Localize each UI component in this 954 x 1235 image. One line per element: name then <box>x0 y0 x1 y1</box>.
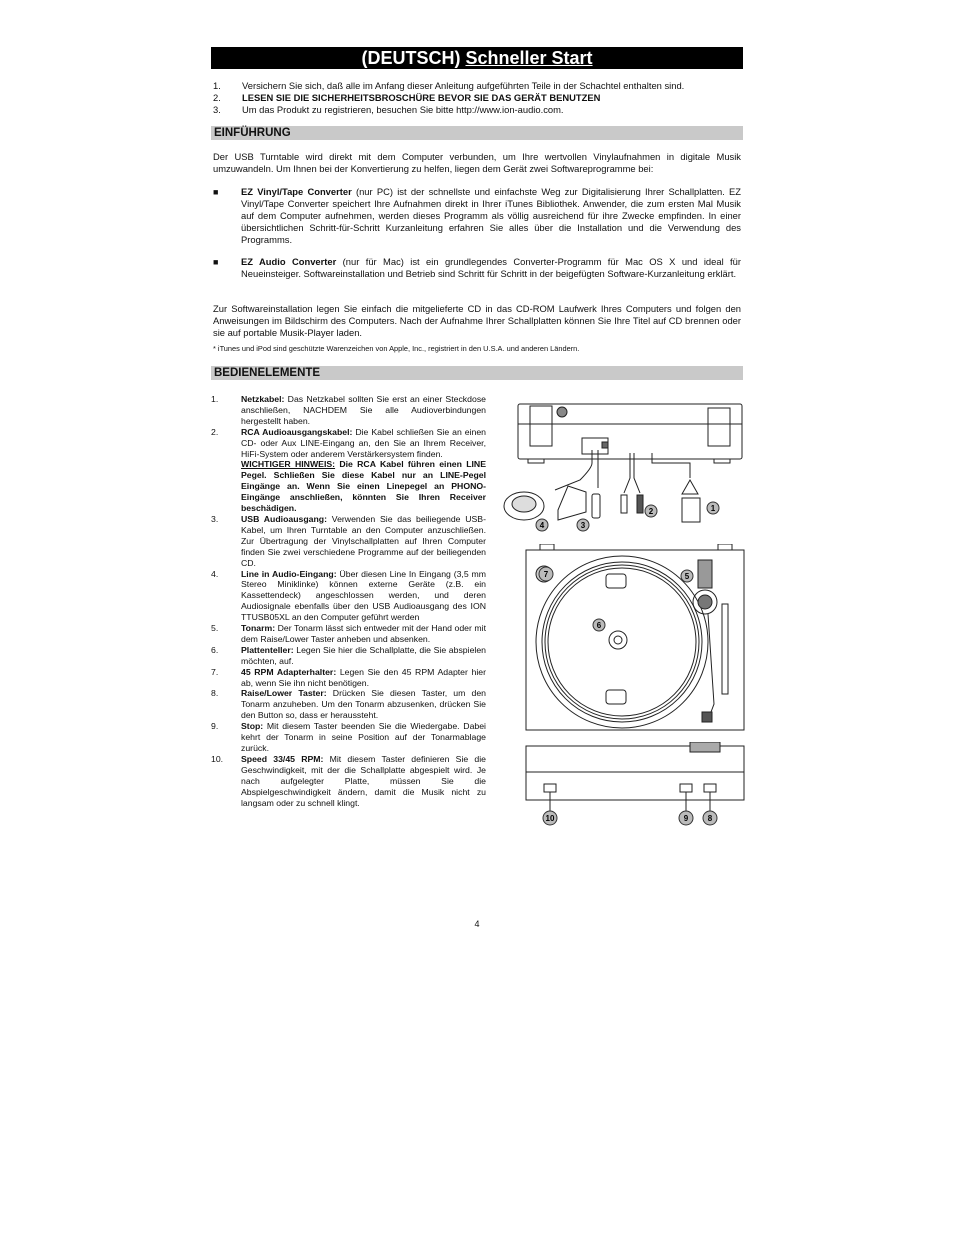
bullet-ez-vinyl-tape-converter <box>241 186 741 246</box>
power-outlet-icon <box>682 498 700 522</box>
callouts-front <box>543 811 717 825</box>
install-paragraph: Zur Softwareinstallation legen Sie einfach die mitgelieferte CD in das CD-ROM Laufwerk Ihres Computers und folgen den Anweisungen im Bildschirm des Computers. Nach der Aufnahme Ihrer Schallplatten können Sie Ihre Titel auf CD brennen oder sie auf portable Musik-Player laden. <box>213 303 741 338</box>
callout-3: 3 <box>580 521 586 530</box>
callout-4: 4 <box>539 521 545 530</box>
control-item-1: 1. Netzkabel: Das Netzkabel sollten Sie erst an einer Steckdose anschließen, NACHDEM Sie alle Audioverbindungen hergestellt haben. <box>211 394 486 426</box>
intro-item-2: 2. LESEN SIE DIE SICHERHEITSBROSCHÜRE BEVOR SIE DAS GERÄT BENUTZEN <box>213 92 601 103</box>
raise-lower-button <box>704 784 716 792</box>
page-title <box>211 47 743 69</box>
bullet-1-title: EZ Vinyl/Tape Converter <box>241 186 352 197</box>
control-item-4: 4. Line in Audio-Eingang: Über diesen Line In Eingang (3,5 mm Stereo Miniklinke) können externe Geräte (z.B. ein Kassettendeck) angeschlossen werden, und deren Audiosignale ebenfalls über den USB Audioausgang des ION TTUSB05XL an den Computer geführt werden <box>211 568 486 623</box>
control-item-7: 7. 45 RPM Adapterhalter: Legen Sie den 45 RPM Adapter hier ab, wenn Sie ihn nicht benötigen. <box>211 666 486 688</box>
rca-plug-white <box>621 495 627 513</box>
section-heading-einfuehrung: EINFÜHRUNG <box>211 126 743 140</box>
stop-button <box>680 784 692 792</box>
turntable-front-panel <box>526 772 744 800</box>
rear-right-hinge <box>708 408 730 446</box>
speed-button <box>544 784 556 792</box>
callout-7: 7 <box>543 570 549 579</box>
controls-list <box>211 394 486 808</box>
callout-6: 6 <box>596 621 602 630</box>
section-heading-bedienelemente: BEDIENELEMENTE <box>211 366 743 380</box>
laptop-icon <box>558 486 586 520</box>
title-heading: Schneller Start <box>465 48 593 68</box>
control-item-8: 8. Raise/Lower Taster: Drücken Sie diesen Taster, um den Tonarm anzuheben. Um den Tonarm abzusenken, drücken Sie den Button so, dass er heraussteht. <box>211 688 487 721</box>
bullet-square-icon: ■ <box>213 187 219 197</box>
bullet-square-icon: ■ <box>213 257 219 267</box>
callout-5: 5 <box>684 572 690 581</box>
control-item-2: 2. RCA Audioausgangskabel: Die Kabel schließen Sie an einen CD- oder Aux LINE-Eingang an, den Sie an Ihrem Receiver, HiFi-System oder anderem Verstärkersystem finden. WICHTIGER HINWEIS: Die RCA Kabel führen einen LINE Pegel. Schließen Sie diese Kabel nur an LINE-Pegel Eingänge an. Wenn Sie einen Linepegel an PHONO-Eingänge anschließen, könnten Sie Ihren Receiver beschädigen. <box>211 426 487 514</box>
callout-8: 8 <box>707 814 713 823</box>
intro-list <box>213 80 743 120</box>
bullet-1-text: (nur PC) ist der schnellste und einfachste Weg zur Digitalisierung Ihrer Schallplatten. EZ Vinyl/Tape Converter speichert Ihre Aufnahmen direkt in Ihrer iTunes Bibliothek. Anwender, die zum ersten Mal Musik auf dem Computer aufnehmen, werden dieses Programm als völlig ausreichend für ihre Zwecke empfinden. In einer übersichtlichen Schritt-für-Schritt Kurzanleitung erfahren Sie alles über die Installation und die Verwendung des Programms. <box>241 186 741 245</box>
page-number: 4 <box>474 919 480 929</box>
bullet-ez-audio-converter <box>241 256 741 280</box>
headshell <box>702 712 712 722</box>
control-item-9: 9. Stop: Mit diesem Taster beenden Sie die Wiedergabe. Dabei kehrt der Tonarm in seine Position auf der Tonarmablage zurück. <box>211 721 486 753</box>
tonearm-rest <box>722 604 728 694</box>
rca-plug-red <box>637 495 643 513</box>
usb-stick-icon <box>592 494 600 518</box>
usb-cable <box>555 450 592 490</box>
callout-9: 9 <box>683 814 689 823</box>
control-item-5: 5. Tonarm: Der Tonarm lässt sich entweder mit der Hand oder mit dem Raise/Lower Taster anheben und absenken. <box>211 623 486 644</box>
tonearm <box>708 614 714 720</box>
callout-10: 10 <box>545 814 555 823</box>
title-language: (DEUTSCH) <box>361 48 461 68</box>
control-item-3: 3. USB Audioausgang: Verwenden Sie das beiliegende USB-Kabel, um Ihren Turntable an den Computer anzuschließen. Zur Übertragung der Vinylschallplatten auf Ihren Computer finden Sie zwei verschiedene Programme auf der beiliegenden CD. <box>211 513 486 568</box>
spindle-label <box>609 631 627 649</box>
callout-1: 1 <box>710 504 716 513</box>
counterweight <box>698 560 712 588</box>
warning-icon <box>682 480 698 494</box>
important-note: WICHTIGER HINWEIS: Die RCA Kabel führen einen LINE Pegel. Schließen Sie diese Kabel nur an LINE-Pegel Eingänge an. Wenn Sie einen Linepegel an PHONO-Eingänge anschließen, könnten Sie Ihren Receiver beschädigen. <box>241 459 486 514</box>
control-item-10: 10. Speed 33/45 RPM: Mit diesem Taster definieren Sie die Geschwindigkeit, mit der die Schallplatte abgespielt wird. Je nach aufgelegter Platte, müssen Sie die Abspielgeschwindigkeit ändern, damit die Musik nicht zu langsam oder zu schnell klingt. <box>211 753 487 808</box>
tonearm-knob-icon <box>557 407 567 417</box>
intro-item-3: 3. Um das Produkt zu registrieren, besuchen Sie bitte http://www.ion-audio.com. <box>213 104 564 115</box>
rear-connections-illustration <box>500 398 750 538</box>
bullet-2-text: (nur für Mac) ist ein grundlegendes Converter-Programm für Mac OS X und ideal für Neueinsteiger. Softwareinstallation und Betrieb sind Schritt für Schritt in der beigefügten Software-Kurzanleitung erklärt. <box>241 256 741 279</box>
bullet-2-title: EZ Audio Converter <box>241 256 337 267</box>
intro-item-1: 1. Versichern Sie sich, daß alle im Anfang dieser Anleitung aufgeführten Teile in der Schachtel enthalten sind. <box>213 80 685 91</box>
front-view-illustration <box>522 742 748 830</box>
top-view-illustration <box>522 544 748 734</box>
trademark-footnote: * iTunes und iPod sind geschützte Warenzeichen von Apple, Inc., registriert in den U.S.A. und anderen Ländern. <box>213 344 580 353</box>
power-cord <box>652 453 690 478</box>
einfuehrung-paragraph: Der USB Turntable wird direkt mit dem Computer verbunden, um Ihre wertvollen Vinylaufnahmen in digitale Musik umzuwandeln. Um Ihnen bei der Konvertierung zu helfen, liegen dem Gerät zwei Softwareprogramme bei: <box>213 151 741 174</box>
callout-2: 2 <box>648 507 654 516</box>
rear-left-hinge <box>530 406 552 446</box>
control-item-6: 6. Plattenteller: Legen Sie hier die Schallplatte, die Sie abspielen möchten, auf. <box>211 644 486 666</box>
